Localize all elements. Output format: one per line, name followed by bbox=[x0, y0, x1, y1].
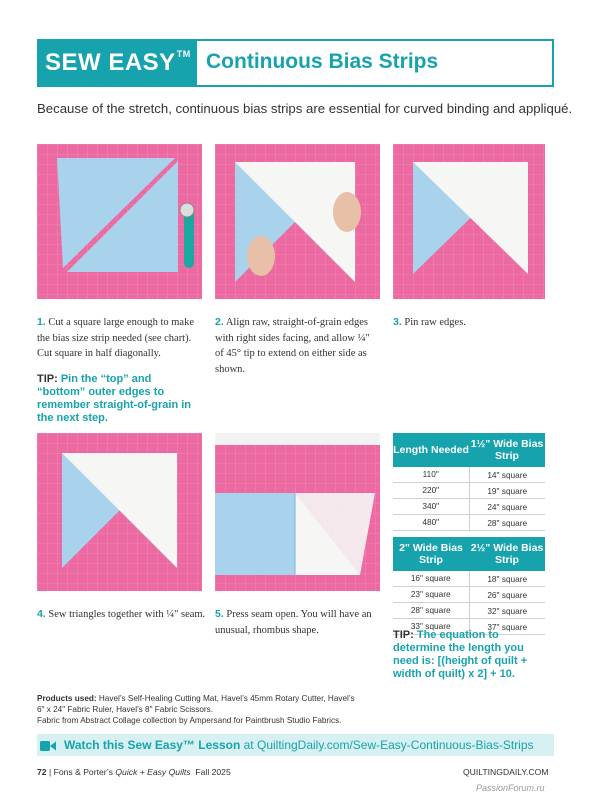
table-row: 110" 14" square bbox=[393, 467, 545, 483]
step-3: 3. Pin raw edges. bbox=[393, 316, 466, 328]
chart-header-1: Length Needed 1½" Wide Bias Strip bbox=[393, 433, 545, 467]
video-camera-icon bbox=[40, 739, 56, 751]
table-row: 23" square 26" square bbox=[393, 587, 545, 603]
step2-photo bbox=[215, 144, 380, 299]
step1-photo bbox=[37, 144, 202, 299]
step-4: 4. Sew triangles together with ¼" seam. bbox=[37, 608, 206, 620]
site-name: QUILTINGDAILY.COM bbox=[463, 767, 549, 777]
page-footer: 72 | Fons & Porter’s Quick + Easy Quilts Fall 2025 bbox=[37, 767, 231, 777]
watch-lesson-link[interactable]: Watch this Sew Easy™ Lesson at QuiltingDaily.com/Sew-Easy-Continuous-Bias-Strips bbox=[64, 738, 534, 752]
step5-photo bbox=[215, 433, 380, 591]
intro-text: Because of the stretch, continuous bias strips are essential for curved binding and appliqué. bbox=[37, 101, 573, 116]
watermark: PassionForum.ru bbox=[476, 783, 545, 793]
table-row: 220" 19" square bbox=[393, 483, 545, 499]
page-title: Continuous Bias Strips bbox=[206, 50, 439, 73]
tip-1: TIP: Pin the “top” and “bottom” outer edges to remember straight-of-grain in the next step. bbox=[37, 373, 192, 424]
page-number: 72 bbox=[37, 767, 47, 777]
step-1: 1. Cut a square large enough to make the bias size strip needed (see chart). Cut square in half diagonally. bbox=[37, 316, 194, 359]
tip-2: TIP: The equation to determine the length you need is: [(height of quilt + width of quilt) x 2] + 10. bbox=[393, 629, 528, 680]
header-badge: SEW EASY™ bbox=[45, 49, 191, 76]
step-5: 5. Press seam open. You will have an unusual, rhombus shape. bbox=[215, 608, 372, 636]
products-used: Products used: Havel’s Self-Healing Cutting Mat, Havel’s 45mm Rotary Cutter, Havel’s 6" x 24" Fabric Ruler, Havel’s 8" Fabric Scissors. Fabric from Abstract Collage collection by Ampersand for Paintbrush Studio Fabrics. bbox=[37, 694, 355, 725]
step-2: 2. Align raw, straight-of-grain edges with right sides facing, and allow ¼" of 45° tip to extend on either side as shown. bbox=[215, 316, 370, 375]
table-row: 33" square 37" square bbox=[393, 619, 545, 635]
bias-strip-chart bbox=[393, 433, 545, 635]
trademark: TM bbox=[176, 49, 191, 59]
step4-photo bbox=[37, 433, 202, 591]
table-row: 16" square 18" square bbox=[393, 571, 545, 587]
table-row: 28" square 32" square bbox=[393, 603, 545, 619]
table-row: 340" 24" square bbox=[393, 499, 545, 515]
chart-header-2: 2" Wide Bias Strip 2½" Wide Bias Strip bbox=[393, 537, 545, 571]
table-row: 480" 28" square bbox=[393, 515, 545, 531]
step3-photo bbox=[393, 144, 545, 299]
